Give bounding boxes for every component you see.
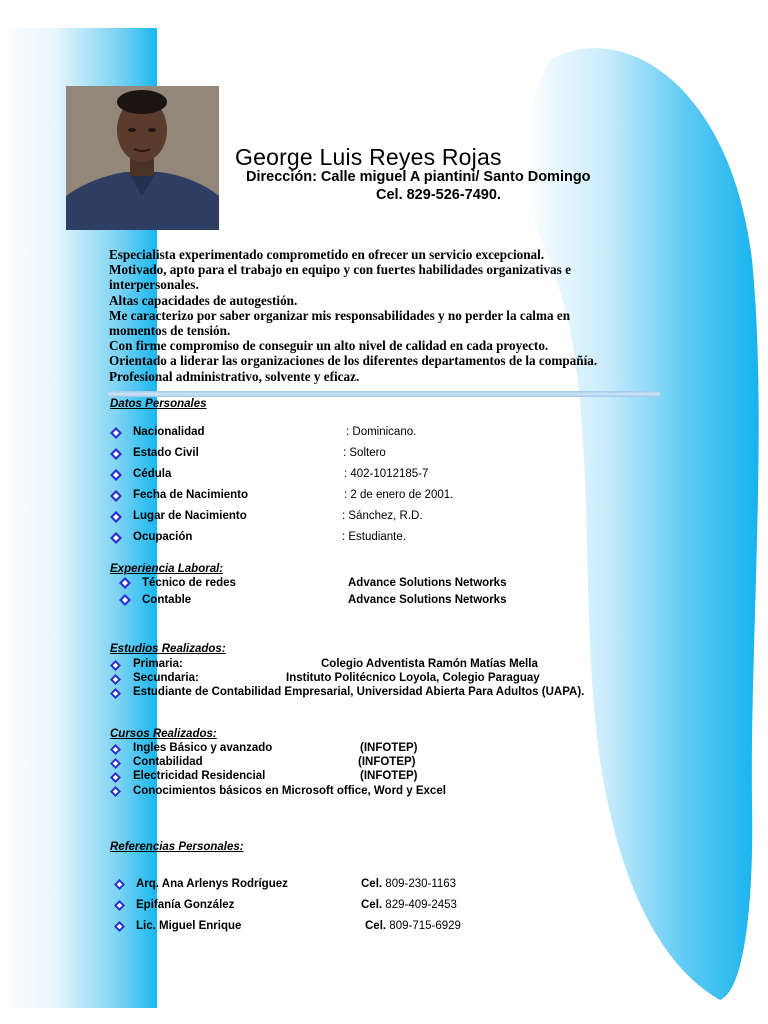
datos-label: Fecha de Nacimiento (133, 489, 249, 501)
diamond-bullet-icon (110, 772, 121, 783)
diamond-bullet-icon (110, 786, 121, 797)
profile-line: Altas capacidades de autogestión. (109, 292, 298, 308)
diamond-bullet-icon (110, 469, 122, 481)
estudios-label: Primaria: (133, 658, 183, 670)
diamond-bullet-icon (119, 594, 131, 606)
diamond-bullet-icon (110, 511, 122, 523)
profile-line: Orientado a liderar las organizaciones de los diferentes departamentos de la compañía. (109, 353, 598, 369)
datos-value: : Soltero (343, 447, 386, 459)
cursos-org: (INFOTEP) (358, 756, 416, 768)
cursos-section-title: Cursos Realizados: (110, 728, 217, 740)
diamond-bullet-icon (114, 879, 125, 890)
referencias-section-title: Referencias Personales: (110, 841, 244, 853)
datos-value: : 402-1012185-7 (344, 468, 429, 480)
cursos-org: (INFOTEP) (360, 742, 418, 754)
profile-summary (109, 247, 629, 384)
profile-line: Con firme compromiso de conseguir un alto nivel de calidad en cada proyecto. (109, 338, 549, 354)
experiencia-role: Contable (142, 594, 192, 606)
section-divider (108, 391, 660, 397)
referencia-cel-label: Cel. (361, 899, 383, 911)
datos-label: Estado Civil (133, 447, 199, 459)
diamond-bullet-icon (110, 660, 121, 671)
diamond-bullet-icon (110, 448, 122, 460)
experiencia-role: Técnico de redes (142, 577, 236, 589)
estudios-label: Estudiante de Contabilidad Empresarial, Universidad Abierta Para Adultos (UAPA). (133, 686, 585, 698)
referencia-phone (361, 878, 456, 890)
referencia-phone (365, 920, 461, 932)
estudios-school: Colegio Adventista Ramón Matías Mella (321, 658, 538, 670)
datos-label: Ocupación (133, 531, 193, 543)
diamond-bullet-icon (110, 758, 121, 769)
diamond-bullet-icon (119, 577, 131, 589)
datos-label: Lugar de Nacimiento (133, 510, 247, 522)
referencia-name: Lic. Miguel Enrique (136, 920, 242, 932)
experiencia-section-title: Experiencia Laboral: (110, 563, 224, 575)
referencia-cel: 809-230-1163 (385, 878, 457, 890)
diamond-bullet-icon (110, 688, 121, 699)
referencia-cel-label: Cel. (365, 920, 387, 932)
estudios-section-title: Estudios Realizados: (110, 643, 226, 655)
datos-value: : Dominicano. (346, 426, 417, 438)
datos-label: Nacionalidad (133, 426, 205, 438)
profile-photo (66, 86, 219, 230)
referencia-cel: 829-409-2453 (385, 899, 457, 911)
experiencia-company: Advance Solutions Networks (348, 594, 507, 606)
referencia-name: Epifanía González (136, 899, 235, 911)
diamond-bullet-icon (110, 674, 121, 685)
datos-value: : Sánchez, R.D. (342, 510, 423, 522)
datos-value: : Estudiante. (342, 531, 406, 543)
referencia-cel-label: Cel. (361, 878, 383, 890)
profile-line: Profesional administrativo, solvente y eficaz. (109, 368, 360, 384)
diamond-bullet-icon (114, 900, 125, 911)
diamond-bullet-icon (110, 490, 122, 502)
diamond-bullet-icon (110, 532, 122, 544)
experiencia-company: Advance Solutions Networks (348, 577, 507, 589)
diamond-bullet-icon (110, 744, 121, 755)
profile-line: Me caracterizo por saber organizar mis responsabilidades y no perder la calma en momentos de tensión. (109, 307, 571, 339)
cursos-course: Ingles Básico y avanzado (133, 742, 273, 754)
datos-label: Cédula (133, 468, 172, 480)
cursos-course: Conocimientos básicos en Microsoft office, Word y Excel (133, 785, 446, 797)
cursos-org: (INFOTEP) (360, 770, 418, 782)
estudios-school: Instituto Politécnico Loyola, Colegio Paraguay (286, 672, 540, 684)
referencia-cel: 809-715-6929 (389, 920, 461, 932)
datos-section-title: Datos Personales (110, 398, 207, 410)
profile-line: Motivado, apto para el trabajo en equipo y con fuertes habilidades organizativas e interpersonales. (109, 262, 571, 293)
profile-line: Especialista experimentado comprometido en ofrecer un servicio excepcional. (109, 247, 545, 262)
referencia-phone (361, 899, 457, 911)
estudios-label: Secundaria: (133, 672, 199, 684)
referencia-name: Arq. Ana Arlenys Rodríguez (136, 878, 288, 890)
cursos-course: Contabilidad (133, 756, 203, 768)
cursos-course: Electricidad Residencial (133, 770, 266, 782)
phone-number: Cel. 829-526-7490. (376, 187, 501, 203)
address: Dirección: Calle miguel A piantini/ Santo Domingo (246, 169, 591, 185)
diamond-bullet-icon (114, 921, 125, 932)
datos-value: : 2 de enero de 2001. (344, 489, 454, 501)
diamond-bullet-icon (110, 427, 122, 439)
candidate-name: George Luis Reyes Rojas (235, 144, 502, 170)
